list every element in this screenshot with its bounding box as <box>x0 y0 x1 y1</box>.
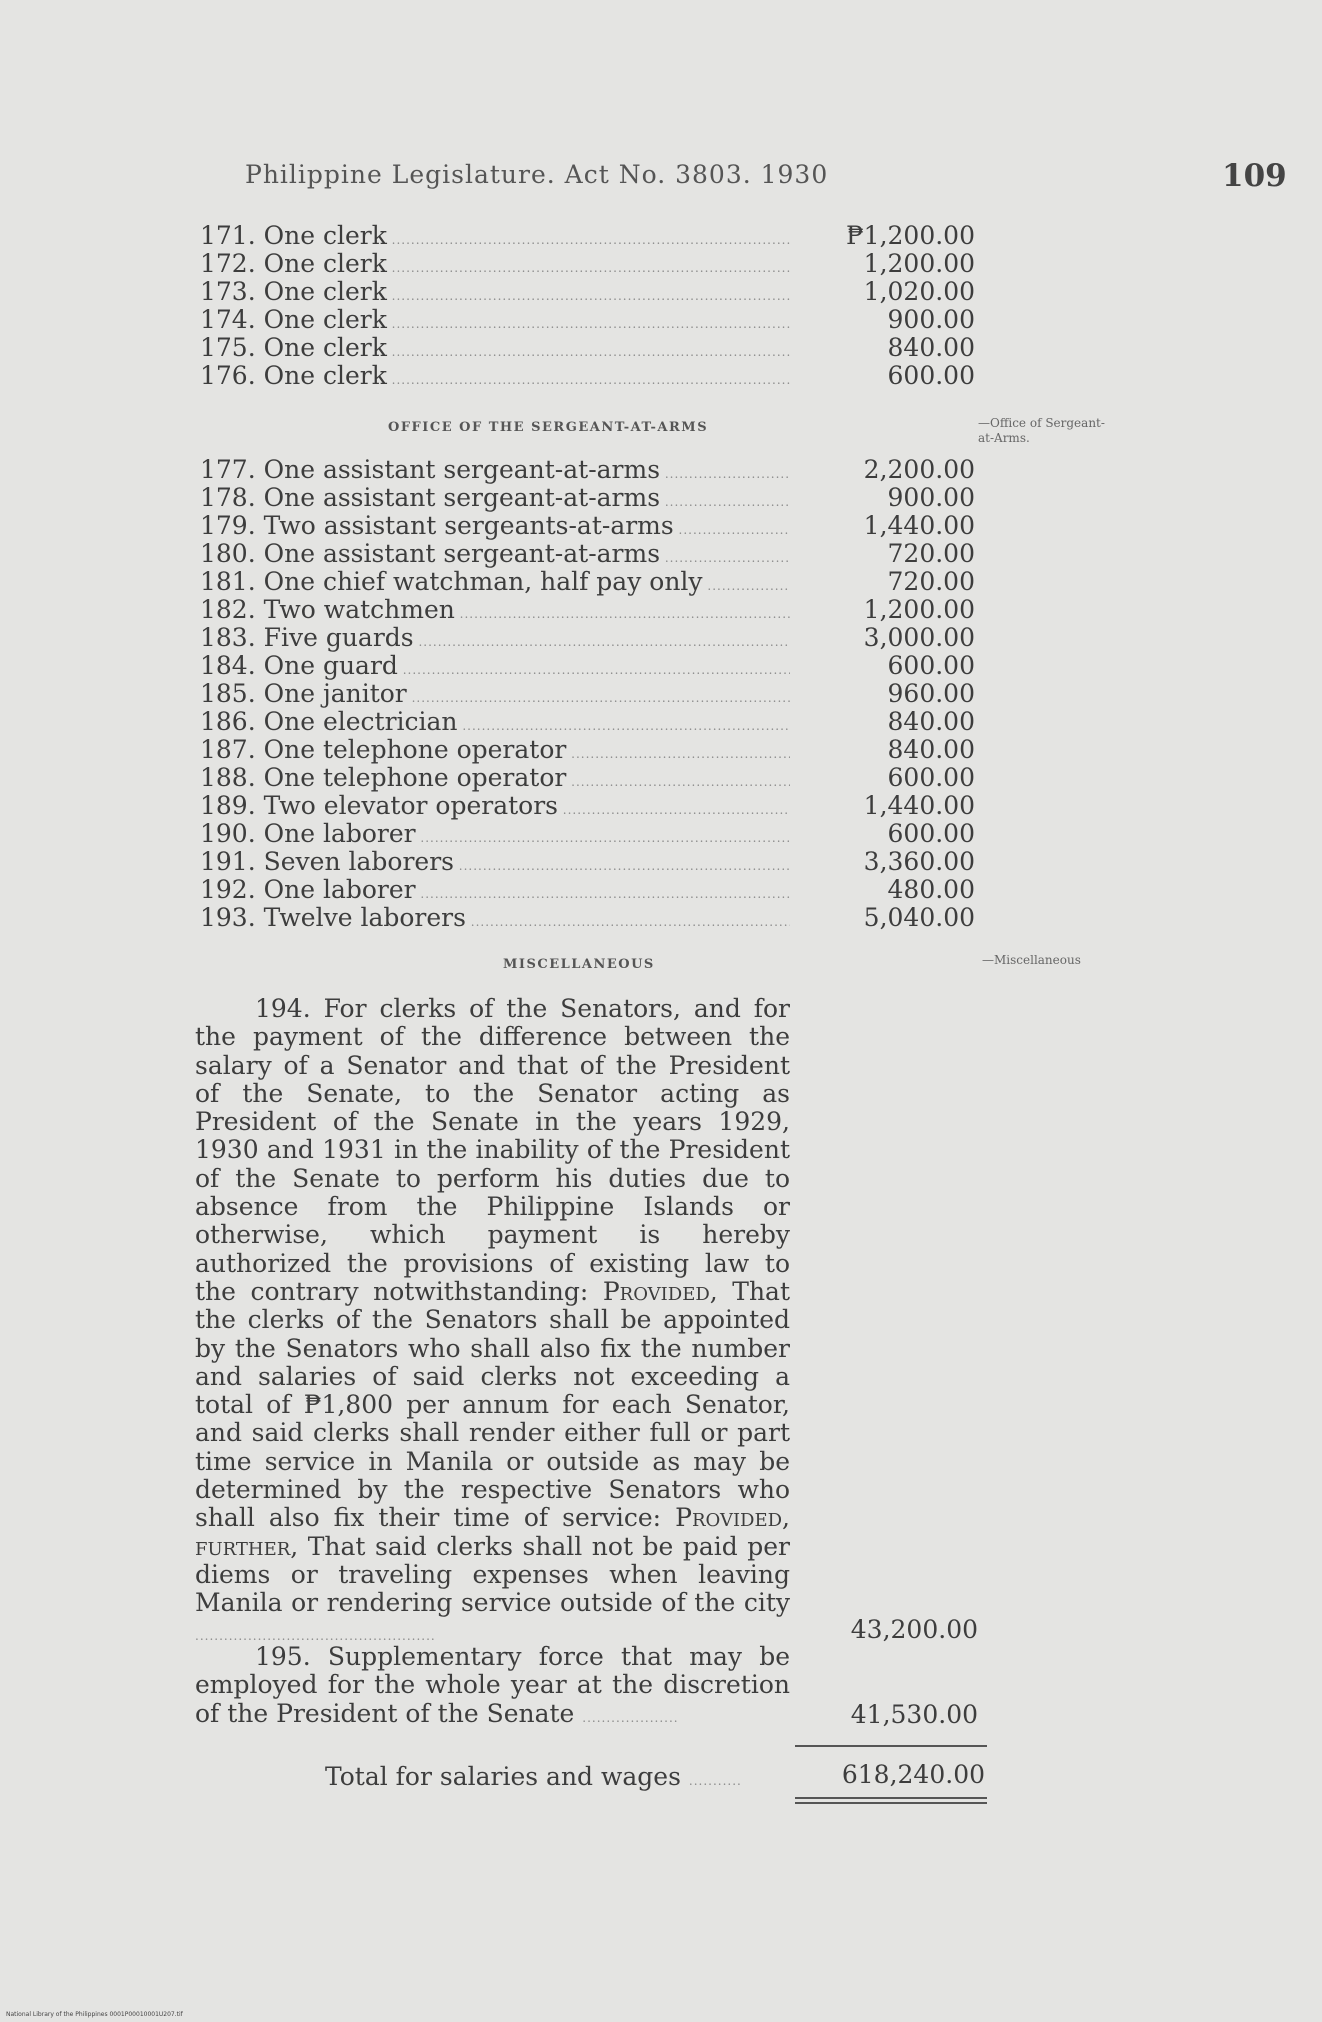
amount-195: 41,530.00 <box>850 1700 978 1729</box>
line-item: 179. Two assistant sergeants-at-arms ..... 1,440.00 <box>200 512 975 540</box>
line-item: 175. One clerk ..... 840.00 <box>200 334 975 362</box>
line-item: 183. Five guards ..... 3,000.00 <box>200 624 975 652</box>
section-heading-sergeant: OFFICE OF THE SERGEANT-AT-ARMS <box>388 420 709 435</box>
line-item: 184. One guard ..... 600.00 <box>200 652 975 680</box>
line-item: 185. One janitor ..... 960.00 <box>200 680 975 708</box>
amount-194: 43,200.00 <box>850 1615 978 1644</box>
line-item: 187. One telephone operator ..... 840.00 <box>200 736 975 764</box>
total-double-rule-top <box>795 1797 987 1799</box>
line-item: 172. One clerk ..... 1,200.00 <box>200 250 975 278</box>
paragraph-194: 194. For clerks of the Senators, and for the payment of the difference between the salary of a Senator and that of the President of the Senate, to the Senator acting as President of the Senate in the years 1929, 1930 and 1931 in the inability of the President of the Senate to perform his duties due to absence from the Philippine Islands or otherwise, which payment is hereby authorized the provisions of existing law to the contrary notwithstanding: Provided, That the clerks of the Senators shall be appointed by the Senators who shall also fix the number and salaries of said clerks not exceeding a total of ₱1,800 per annum for each Senator, and said clerks shall render either full or part time service in Manila or outside as may be determined by the respective Senators who shall also fix their time of service: Provided, further, That said clerks shall not be paid per diems or traveling expenses when leaving Manila or rendering service outside of the city .................................................. <box>195 994 790 1643</box>
line-item: 178. One assistant sergeant-at-arms ..... 900.00 <box>200 484 975 512</box>
line-item: 189. Two elevator operators ..... 1,440.00 <box>200 792 975 820</box>
page-number: 109 <box>1222 158 1287 194</box>
line-item: 181. One chief watchman, half pay only ..... 720.00 <box>200 568 975 596</box>
scan-footer: National Library of the Philippines 0001P00010001U207.tif <box>6 2011 183 2018</box>
running-header: Philippine Legislature. Act No. 3803. 1930 <box>245 160 829 189</box>
section-heading-misc: MISCELLANEOUS <box>503 957 655 972</box>
line-item: 186. One electrician ..... 840.00 <box>200 708 975 736</box>
line-item: 188. One telephone operator ..... 600.00 <box>200 764 975 792</box>
paragraph-195: 195. Supplementary force that may be employed for the whole year at the discretion of the President of the Senate .................... <box>195 1642 790 1728</box>
line-item: 171. One clerk ..... ₱1,200.00 <box>200 222 975 250</box>
total-double-rule-bottom <box>795 1802 987 1804</box>
line-item: 191. Seven laborers ..... 3,360.00 <box>200 848 975 876</box>
margin-note-misc: —Miscellaneous <box>982 953 1081 967</box>
line-item: 190. One laborer ..... 600.00 <box>200 820 975 848</box>
line-item: 180. One assistant sergeant-at-arms ..... 720.00 <box>200 540 975 568</box>
line-item: 177. One assistant sergeant-at-arms ..... 2,200.00 <box>200 456 975 484</box>
subtotal-rule <box>795 1745 987 1747</box>
line-item: 193. Twelve laborers ..... 5,040.00 <box>200 904 975 932</box>
line-item: 176. One clerk ..... 600.00 <box>200 362 975 390</box>
total-label: Total for salaries and wages ........... <box>325 1762 742 1791</box>
margin-note-sergeant: —Office of Sergeant- at-Arms. <box>978 416 1105 445</box>
line-item: 192. One laborer ..... 480.00 <box>200 876 975 904</box>
line-item: 173. One clerk ..... 1,020.00 <box>200 278 975 306</box>
total-amount: 618,240.00 <box>841 1760 985 1789</box>
line-item: 182. Two watchmen ..... 1,200.00 <box>200 596 975 624</box>
line-item: 174. One clerk ..... 900.00 <box>200 306 975 334</box>
